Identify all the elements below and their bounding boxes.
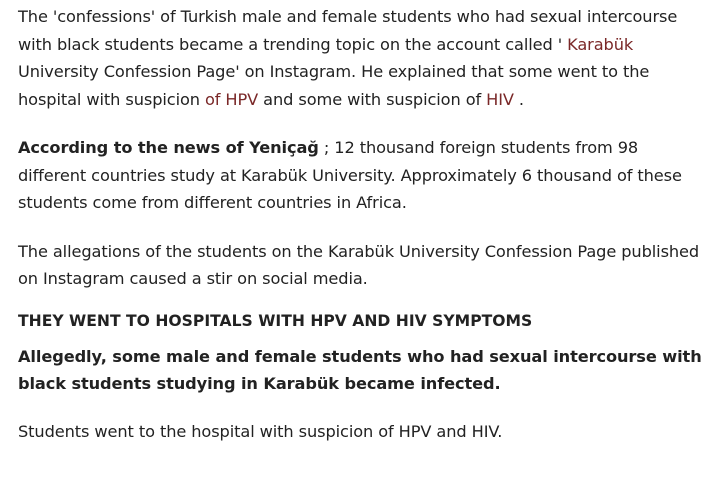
paragraph-text: ; 12 thousand foreign students from 98 different countries study at Karabük University. Approximately 6 thousand of these students come from different countries in Africa.	[18, 138, 682, 212]
source-attribution: According to the news of Yeniçağ	[18, 138, 319, 157]
paragraph-allegedly: Allegedly, some male and female students who had sexual intercourse with black students studying in Karabük became infected.	[18, 346, 702, 393]
paragraph-text: .	[513, 89, 524, 109]
link-hpv[interactable]: of HPV	[204, 89, 259, 109]
paragraph-text: The 'confessions' of Turkish male and female students who had sexual intercourse with black students became a trending topic on the account called '	[18, 7, 678, 54]
link-hiv[interactable]: HIV	[486, 89, 514, 109]
paragraph-allegations: The allegations of the students on the Karabük University Confession Page published on Instagram caused a stir on social media.	[18, 241, 700, 288]
paragraph-text: University Confession Page' on Instagram. He explained that some went to the hospital with suspicion	[18, 62, 650, 109]
paragraph-confessions	[18, 3, 708, 113]
section-heading: THEY WENT TO HOSPITALS WITH HPV AND HIV SYMPTOMS	[18, 311, 533, 330]
paragraph-hospital: Students went to the hospital with suspicion of HPV and HIV.	[18, 421, 503, 441]
paragraph-text: and some with suspicion of	[258, 89, 487, 109]
link-karabuk[interactable]: Karabük	[567, 34, 634, 54]
paragraph-yenicag	[18, 134, 708, 217]
